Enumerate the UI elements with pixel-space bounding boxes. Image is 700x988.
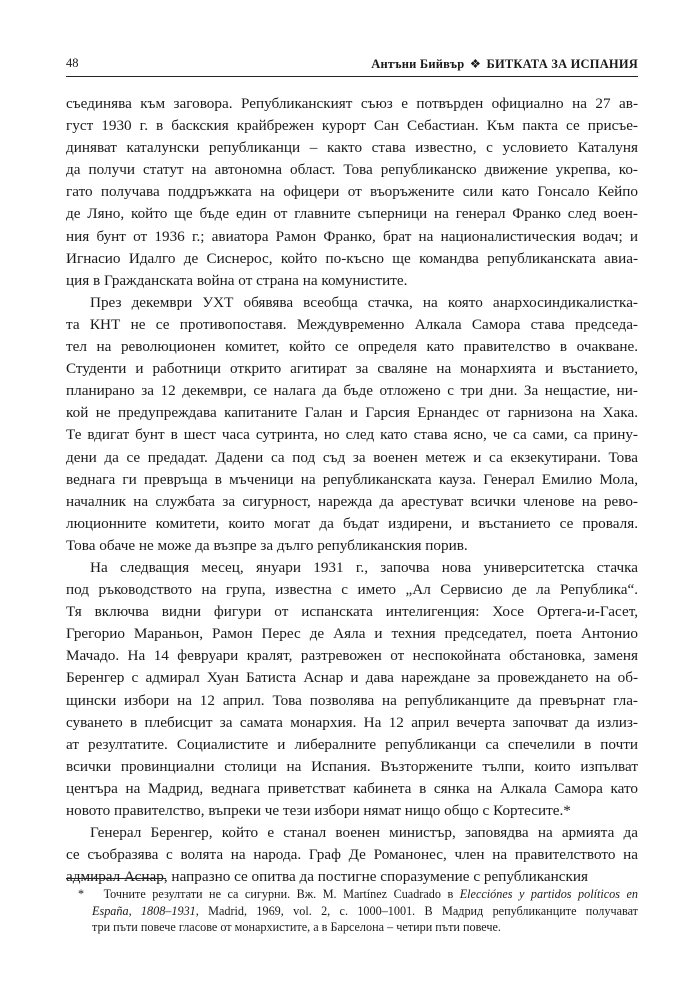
paragraph-line: суването в плебисцит за самата монархия. На 12 април вечерта започват да излиз- bbox=[66, 713, 638, 731]
paragraph-line: се съобразява с волята на народа. Граф Де Романонес, член на правителството на bbox=[66, 846, 638, 864]
paragraph-line: Генерал Беренгер, който е станал военен министър, заповядва на армията да bbox=[90, 824, 638, 842]
paragraph-line: тел на революционен комитет, който се определя като правителство в очакване. bbox=[66, 338, 638, 356]
author-name: Антъни Бийвър bbox=[371, 57, 465, 71]
running-title bbox=[371, 56, 638, 72]
paragraph-line: густ 1930 г. в баскския крайбрежен курорт Сан Себастиан. Към пакта се присъе- bbox=[66, 117, 638, 135]
paragraph-line: Беренгер с адмирал Хуан Батиста Аснар и дава нареждане за провеждането на об- bbox=[66, 669, 638, 687]
header-rule bbox=[66, 76, 638, 77]
paragraph-line: съединява към заговора. Републиканският съюз е потвърден официално на 27 ав- bbox=[66, 95, 638, 112]
paragraph-line: де Ляно, който ще бъде един от главните съперници на генерал Франко след воен- bbox=[66, 205, 638, 223]
footnote-source-title: España, 1808–1931 bbox=[92, 903, 196, 918]
paragraph-line: Грегорио Мараньон, Рамон Перес де Аяла и техния председател, поета Антонио bbox=[66, 625, 638, 643]
footnote-source-title: Elecciónes y partidos políticos en bbox=[459, 887, 639, 901]
paragraph-line: ция в Гражданската война от страна на комунистите. bbox=[66, 271, 408, 289]
paragraph-line: адмирал Аснар, напразно се опитва да постигне споразумение с републиканския bbox=[66, 868, 589, 886]
footnote-line bbox=[66, 903, 638, 920]
body-text bbox=[66, 93, 638, 888]
paragraph-line: Това обаче не може да възпре за дълго републиканския порив. bbox=[66, 536, 468, 554]
paragraph-line: кой не предупреждава капитаните Галан и Гарсия Ернандес от гарнизона на Хака. bbox=[66, 404, 638, 422]
paragraph-line: люционните комитети, които могат да бъдат издирени, и въстанието се проваля. bbox=[66, 514, 638, 532]
paragraph-line: новото правителство, въпреки че тези избори нямат нищо общо с Кортесите.* bbox=[66, 802, 571, 819]
paragraph-line: центъра на Мадрид, веднага приветстват кабинета в сянка на Алкала Самора като bbox=[66, 779, 638, 797]
footnote-text: Точните резултати не са сигурни. Вж. M. Martínez Cuadrado в bbox=[103, 887, 460, 901]
paragraph-line: Игнасио Идалго де Сиснерос, който по-късно ще командва републиканската авиа- bbox=[66, 249, 638, 267]
footnote-line: три пъти повече гласове от монархистите, а в Барселона – четири пъти повече. bbox=[92, 920, 501, 934]
paragraph-line: под ръководството на група, известна с името „Ал Сервисио де ла Република“. bbox=[66, 581, 638, 599]
paragraph-line: та КНТ не се противопоставя. Междувременно Алкала Самора става председа- bbox=[66, 315, 638, 333]
paragraph-line: На следващия месец, януари 1931 г., започва нова университетска стачка bbox=[90, 558, 638, 576]
paragraph-line: началник на службата за сигурност, нарежда да арестуват всички членове на рево- bbox=[66, 492, 638, 510]
paragraph-line: Мачадо. На 14 февруари кралят, разтревожен от неспокойната обстановка, заменя bbox=[66, 647, 638, 665]
paragraph-line: ния бунт от 1936 г.; авиатора Рамон Франко, брат на националистическия водач; и bbox=[66, 227, 638, 245]
paragraph-line: диняват каталунски републиканци – както става известно, с условието Каталуня bbox=[66, 139, 638, 157]
paragraph-line: ат резултатите. Социалистите и либералните републиканци са спечелили в почти bbox=[66, 735, 638, 753]
footnote-text: , Madrid, 1969, vol. 2, с. 1000–1001. В Мадрид републиканците получават bbox=[195, 903, 638, 918]
paragraph-line: гато получава поддръжката на офицери от въоръжените сили като Гонсало Кейпо bbox=[66, 183, 638, 201]
paragraph-line: дени да се предадат. Дадени са под съд за военен метеж и са екзекутирани. Това bbox=[66, 448, 638, 466]
paragraph-line: веднага ги превръща в мъченици на републиканската кауза. Генерал Емилио Мола, bbox=[66, 470, 638, 488]
footnote bbox=[66, 886, 638, 936]
paragraph-line: Тя включва видни фигури от испанската интелигенция: Хосе Ортега-и-Гасет, bbox=[66, 603, 638, 621]
paragraph-line: да получи статут на автономна област. Това републиканско движение укрепва, ко- bbox=[66, 161, 638, 179]
paragraph-line: планирано за 12 декември, се налага да бъде отложено с три дни. За нещастие, ни- bbox=[66, 382, 638, 400]
page-number: 48 bbox=[66, 56, 79, 70]
paragraph-line: всички провинциални столици на Испания. Възторжените тълпи, които изпълват bbox=[66, 757, 638, 775]
book-title: БИТКАТА ЗА ИСПАНИЯ bbox=[486, 57, 638, 71]
footnote-rule bbox=[66, 878, 166, 879]
paragraph-line: Студенти и работници открито агитират за сваляне на монархията и въстанието, bbox=[66, 360, 638, 378]
footnote-marker: * bbox=[78, 887, 85, 901]
paragraph-line: През декември УХТ обявява всеобща стачка, на която анархосиндикалистка- bbox=[90, 293, 638, 311]
footnote-line bbox=[66, 886, 638, 903]
running-header bbox=[66, 55, 638, 75]
diamond-separator-icon: ❖ bbox=[469, 57, 482, 71]
paragraph-line: щински избори на 12 април. Това позволява на републиканците да превърнат гла- bbox=[66, 691, 638, 709]
paragraph-line: Те вдигат бунт в шест часа сутринта, но след като става ясно, че са сами, са прину- bbox=[66, 426, 638, 444]
